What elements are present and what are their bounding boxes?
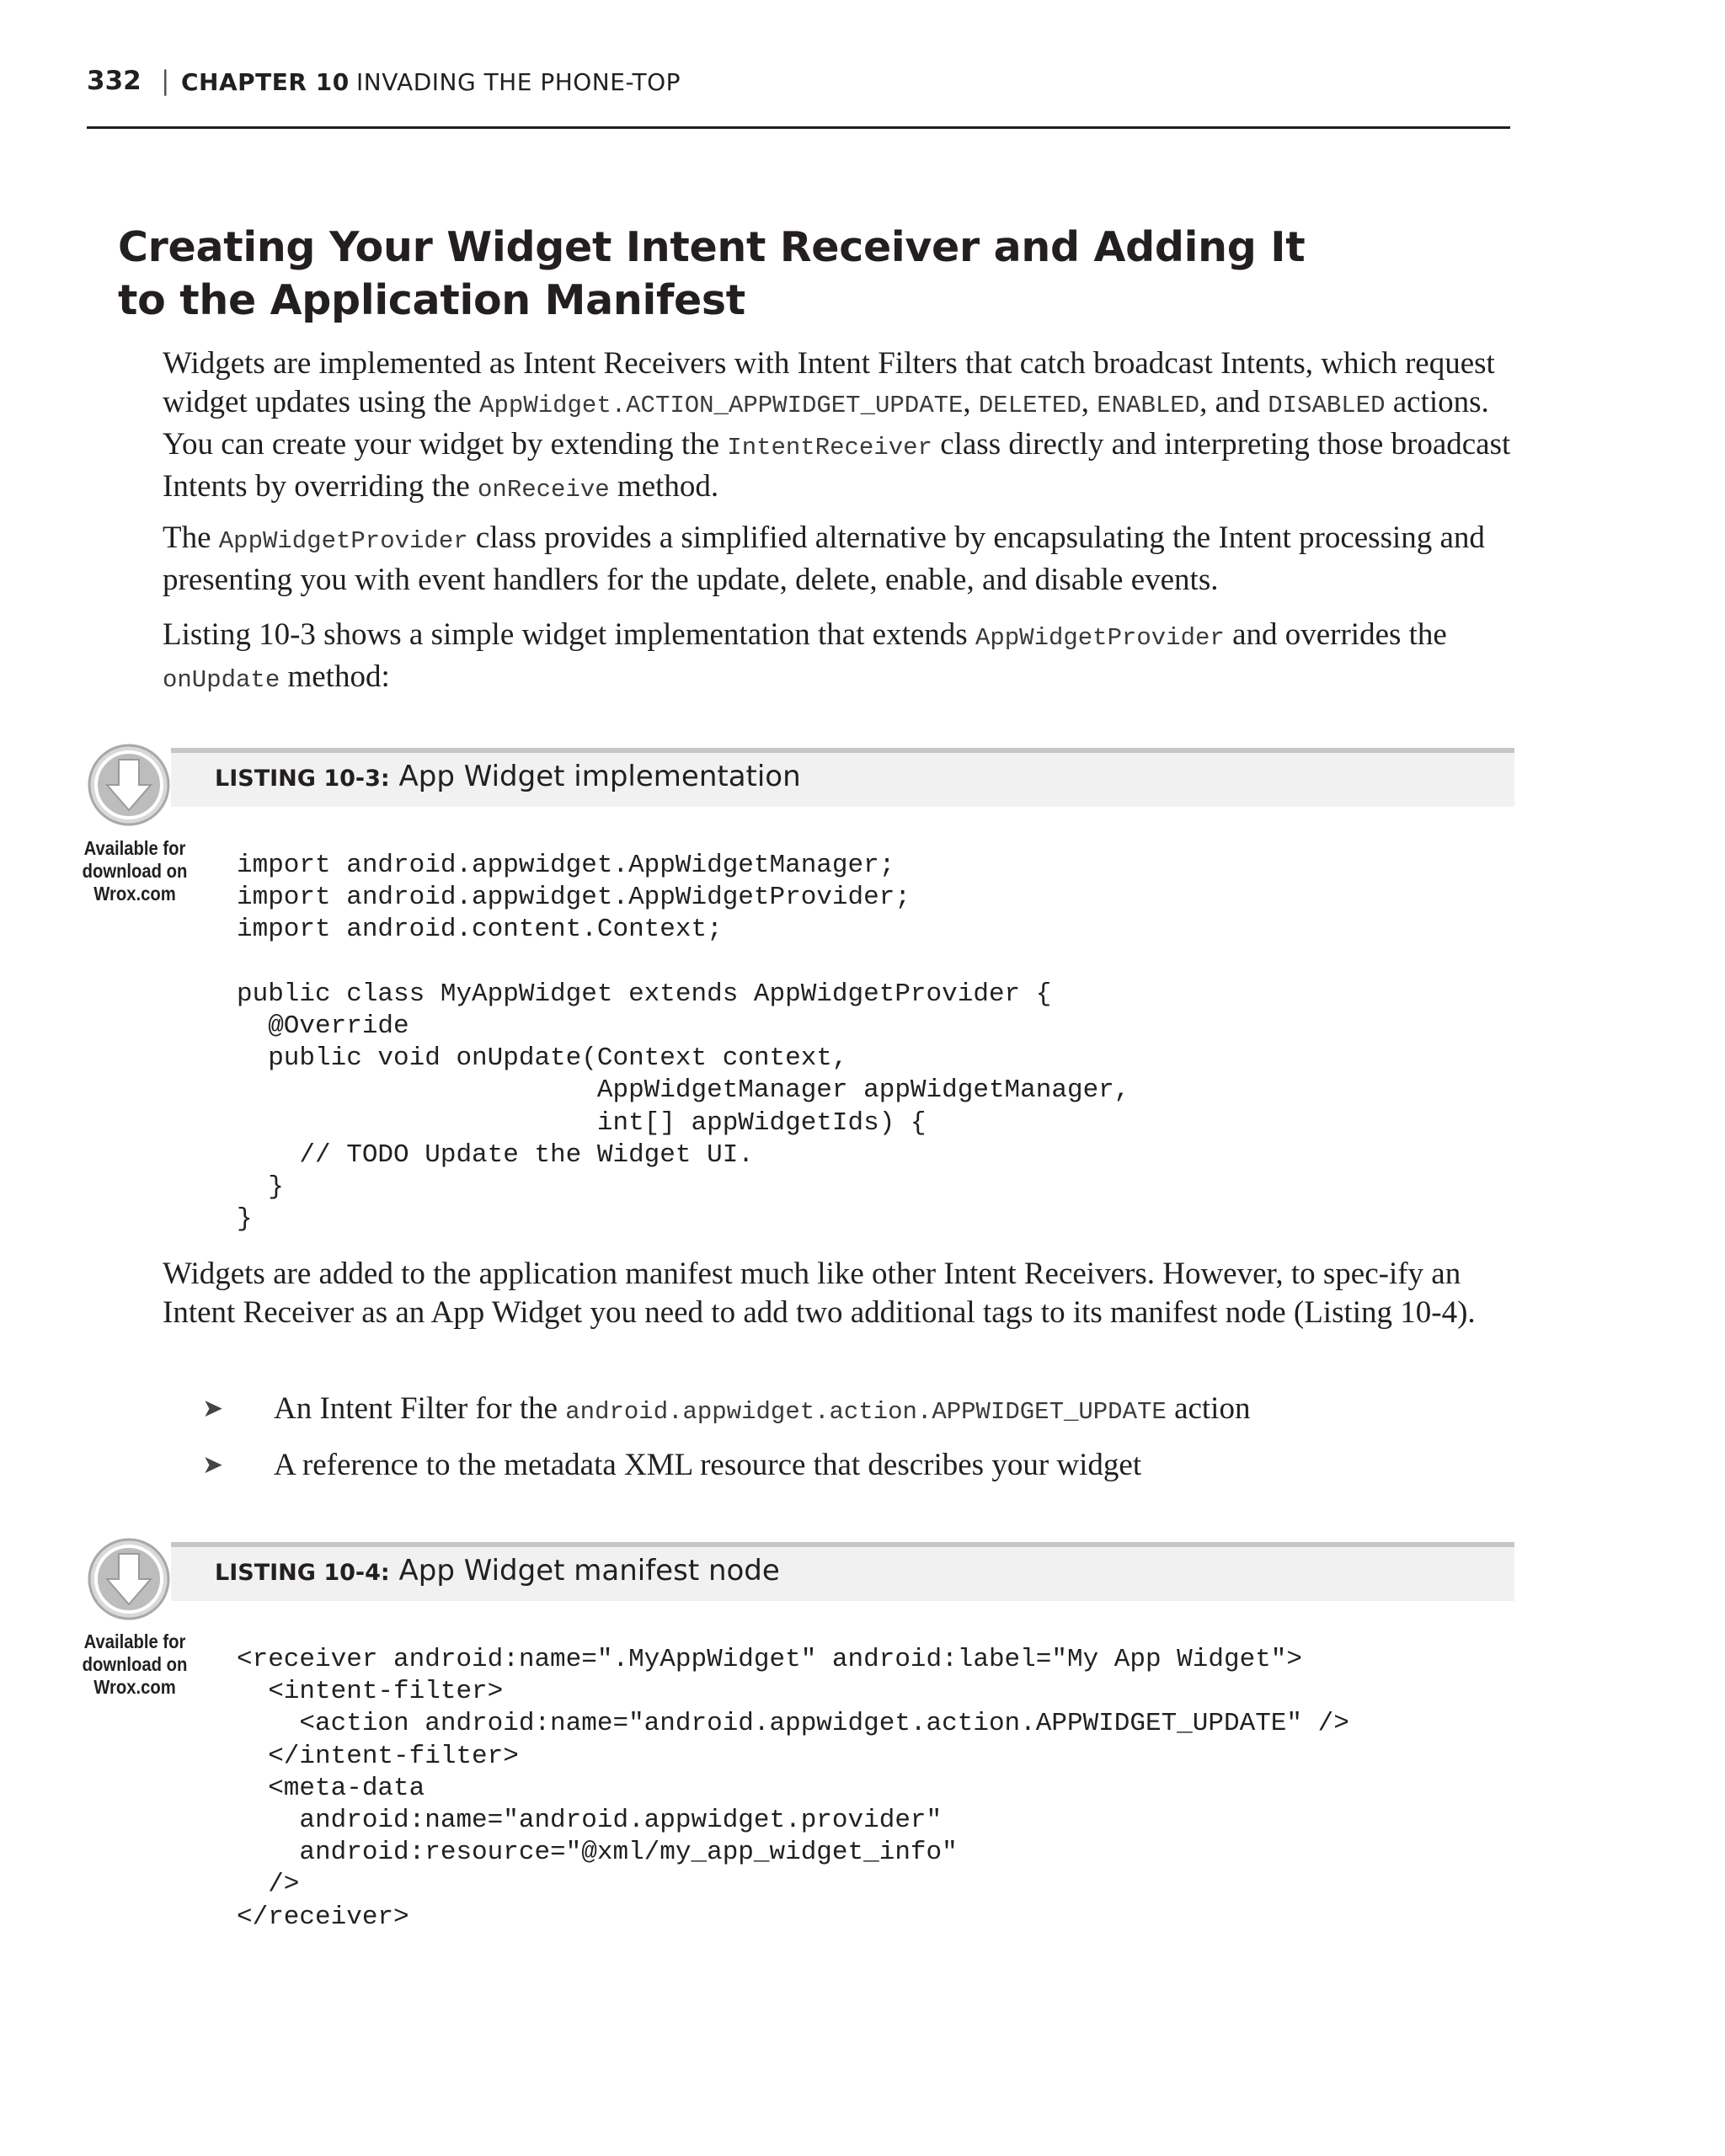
inline-code: AppWidgetProvider [975,624,1225,652]
text: An Intent Filter for the [274,1391,566,1426]
inline-code: AppWidgetProvider [218,527,468,555]
listing-title [215,760,801,793]
code-listing-10-4: <receiver android:name=".MyAppWidget" android:label="My App Widget"> <intent-filter> <action android:name="android.appwidget.action.APPWIDGET_UPDATE" /> </intent-filter> <meta-data android:name="android.appwidget.provider" android:resource="@xml/my_app_widget_info" /> </receiver> [237,1645,1349,1932]
text: method: [280,659,390,694]
listing-title [215,1554,780,1588]
inline-code: DISABLED [1268,392,1386,419]
text: and overrides the [1224,617,1447,652]
chapter-title: INVADING THE PHONE-TOP [356,68,681,96]
text: action [1166,1391,1251,1426]
code-listing-10-3: import android.appwidget.AppWidgetManager; import android.appwidget.AppWidgetProvider; import android.content.Context; public class MyAppWidget extends AppWidgetProvider { @Override public void onUpdate(Context context, AppWidgetManager appWidgetManager, int[] appWidgetIds) { // TODO Update the Widget UI. } } [237,851,1130,1235]
inline-code: ENABLED [1097,392,1200,419]
listing-caption: App Widget implementation [389,760,801,793]
section-title-line1: Creating Your Widget Intent Receiver and Adding It [118,223,1306,271]
text: Widgets are implemented as Intent Receivers with Intent Filters that catch broadcast Intents, which request widget updates using the [163,346,1495,419]
bullet-text [274,1390,1250,1432]
listing-header [87,1542,1514,1631]
paragraph-manifest [163,1255,1485,1332]
text: The [163,520,219,555]
download-icon[interactable] [87,743,171,827]
bullet-text: A reference to the metadata XML resource that describes your widget [274,1448,1142,1482]
inline-code: onReceive [478,476,610,504]
page-number: 332 [87,66,142,96]
inline-code: DELETED [978,392,1081,419]
inline-code: AppWidget.ACTION_APPWIDGET_UPDATE [479,392,964,419]
header-separator: | [161,66,170,96]
chapter-label: CHAPTER 10 [181,68,350,96]
inline-code: onUpdate [163,666,280,694]
paragraph-intro [163,344,1519,510]
section-title [118,221,1381,327]
text: , [963,385,979,419]
download-note: Available for download on Wrox.com [82,1630,188,1698]
paragraph-provider [163,519,1519,600]
download-note: Available for download on Wrox.com [82,837,188,905]
section-title-line2: to the Application Manifest [118,276,745,324]
text: Widgets are added to the application manifest much like other Intent Receivers. However, to spec-ify an Intent Receiver as an App Widget you need to add two additional tags to its manifest node (Listing 10-4). [163,1257,1476,1330]
listing-number: LISTING 10-4: [215,1560,390,1586]
running-header [87,66,1510,129]
listing-caption: App Widget manifest node [389,1554,780,1588]
download-icon[interactable] [87,1537,171,1621]
text: method. [609,469,719,504]
inline-code: IntentReceiver [727,434,932,462]
text: class provides a simplified alternative by encapsulating the Intent processing and presenting you with event handlers for the update, delete, enable, and disable events. [163,520,1485,597]
listing-number: LISTING 10-3: [215,766,390,792]
text: class directly and interpreting those broadcast Intents by overriding the [163,427,1511,504]
text: Listing 10-3 shows a simple widget implementation that extends [163,617,975,652]
listing-header [87,748,1514,837]
inline-code: android.appwidget.action.APPWIDGET_UPDATE [565,1398,1167,1426]
text: , and [1199,385,1268,419]
arrow-bullet-icon: ➤ [202,1450,224,1480]
arrow-bullet-icon: ➤ [202,1394,224,1423]
text: actions. You can create your widget by extending the [163,385,1489,462]
text: , [1081,385,1097,419]
paragraph-listing-intro [163,616,1519,700]
